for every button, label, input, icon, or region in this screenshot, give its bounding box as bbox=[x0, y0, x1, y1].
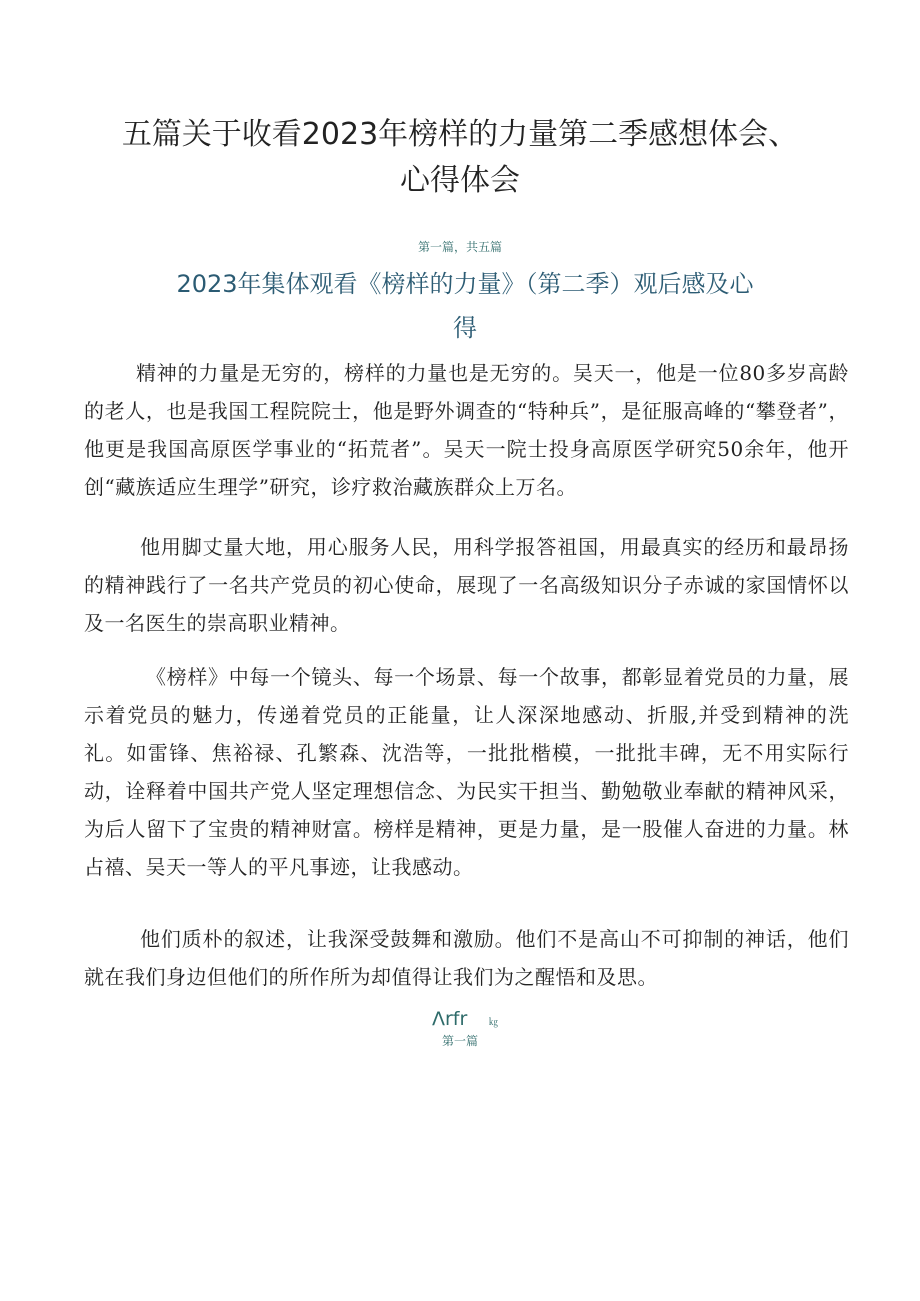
title-line-2: 心得体会 bbox=[400, 163, 520, 198]
title-line-1: 五篇关于收看2023年榜样的力量第二季感想体会、 bbox=[121, 117, 799, 152]
stray-small-text: ㎏ bbox=[489, 1018, 499, 1028]
section-title-line-2: 得 bbox=[453, 314, 477, 342]
section-title bbox=[100, 262, 830, 350]
body-paragraph-4: 他们质朴的叙述，让我深受鼓舞和激励。他们不是高山不可抑制的神话，他们就在我们身边但他们的所作所为却值得让我们为之醒悟和及思。 bbox=[84, 927, 849, 989]
body-paragraph-2: 他用脚丈量大地，用心服务人民，用科学报答祖国，用最真实的经历和最昂扬的精神践行了一名共产党员的初心使命，展现了一名高级知识分子赤诚的家国情怀以及一名医生的崇高职业精神。 bbox=[84, 535, 849, 635]
document-title bbox=[60, 112, 860, 204]
body-paragraph-1: 精神的力量是无穷的，榜样的力量也是无穷的。吴天一，他是一位80多岁高龄的老人，也是我国工程院院士，他是野外调查的“特种兵”，是征服高峰的“攀登者”，他更是我国高原医学事业的“拓荒者”。吴天一院士投身高原医学研究50余年，他开创“藏族适应生理学”研究，诊疗救治藏族群众上万名。 bbox=[84, 361, 849, 499]
part-label: 第一篇，共五篇 bbox=[417, 240, 502, 254]
section-title-line-1: 2023年集体观看《榜样的力量》（第二季）观后感及心 bbox=[176, 270, 754, 298]
stray-text: Λrfr bbox=[432, 1008, 468, 1030]
footer-part-label: 第一篇 bbox=[441, 1034, 478, 1048]
body-paragraph-3: 《榜样》中每一个镜头、每一个场景、每一个故事，都彰显着党员的力量，展示着党员的魅力，传递着党员的正能量，让人深深地感动、折服,并受到精神的洗礼。如雷锋、焦裕禄、孔繁森、沈浩等，一批批楷模，一批批丰碑，无不用实际行动，诠释着中国共产党人坚定理想信念、为民实干担当、勤勉敬业奉献的精神风采，为后人留下了宝贵的精神财富。榜样是精神，更是力量，是一股催人奋进的力量。林占禧、吴天一等人的平凡事迹，让我感动。 bbox=[84, 665, 849, 879]
